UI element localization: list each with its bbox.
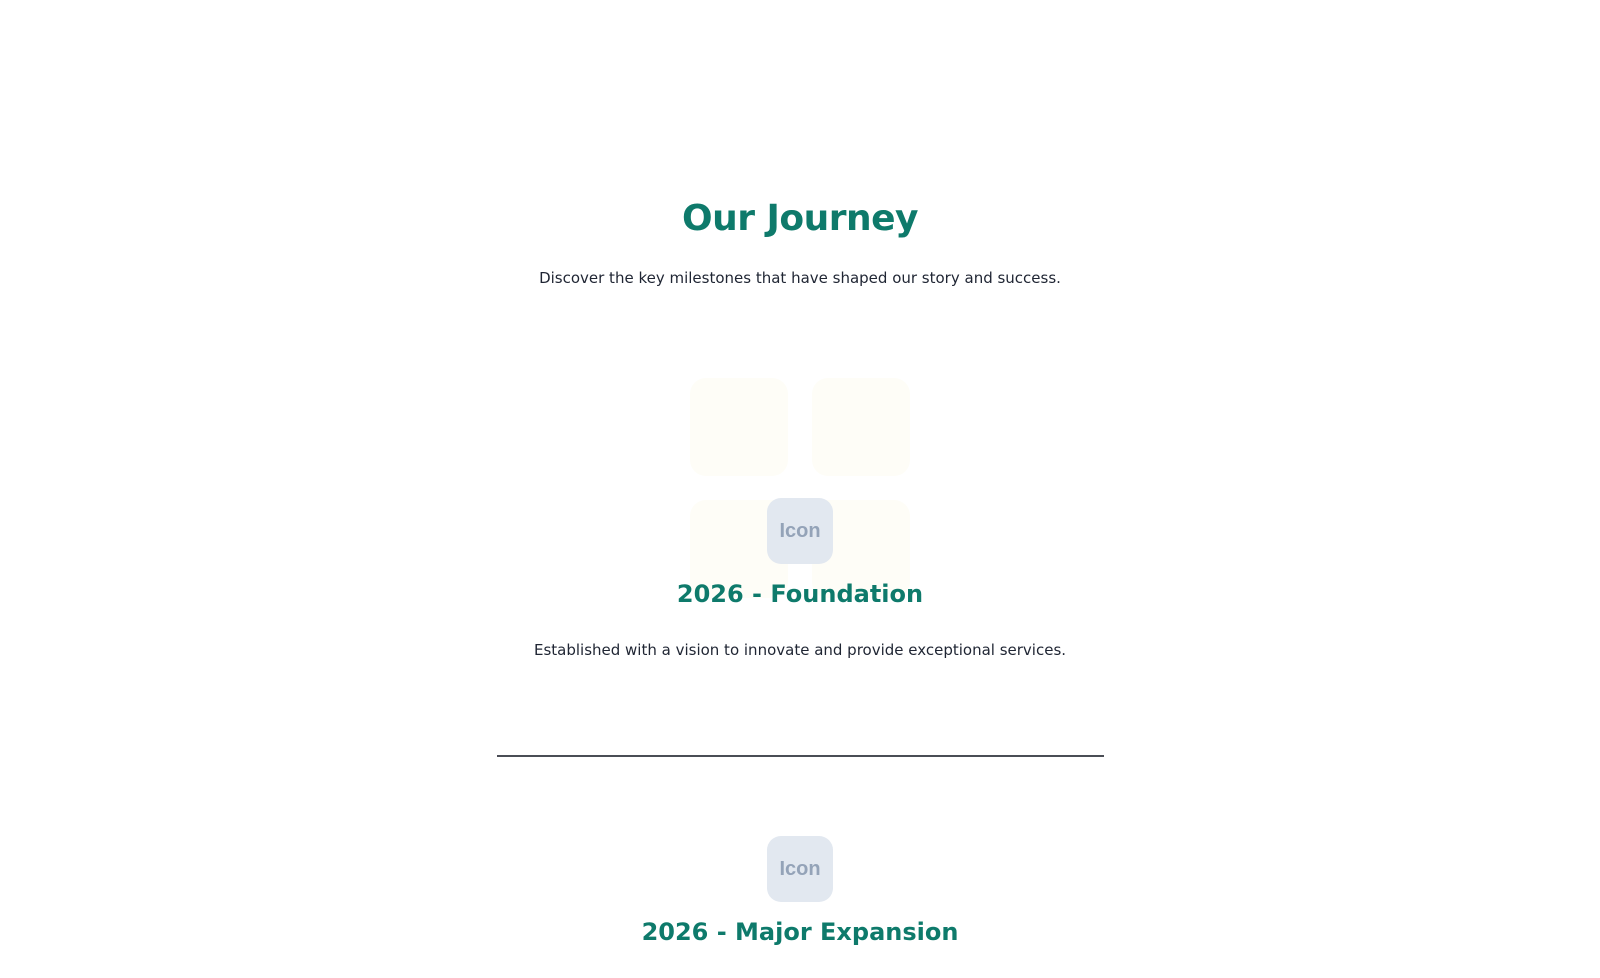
milestone-description: Established with a vision to innovate and provide exceptional services. <box>533 641 1067 659</box>
milestone-icon-placeholder: Icon <box>767 836 833 902</box>
decorative-tile-grid <box>690 378 912 600</box>
milestone-title: 2026 - Major Expansion <box>641 918 959 946</box>
section-title: Our Journey <box>681 198 919 239</box>
milestone-title: 2026 - Foundation <box>676 580 924 608</box>
milestone-icon-placeholder: Icon <box>767 498 833 564</box>
section-subtitle: Discover the key milestones that have shaped our story and success. <box>539 269 1061 287</box>
decorative-tile <box>812 378 910 476</box>
decorative-tile <box>690 378 788 476</box>
timeline-divider <box>497 755 1104 757</box>
